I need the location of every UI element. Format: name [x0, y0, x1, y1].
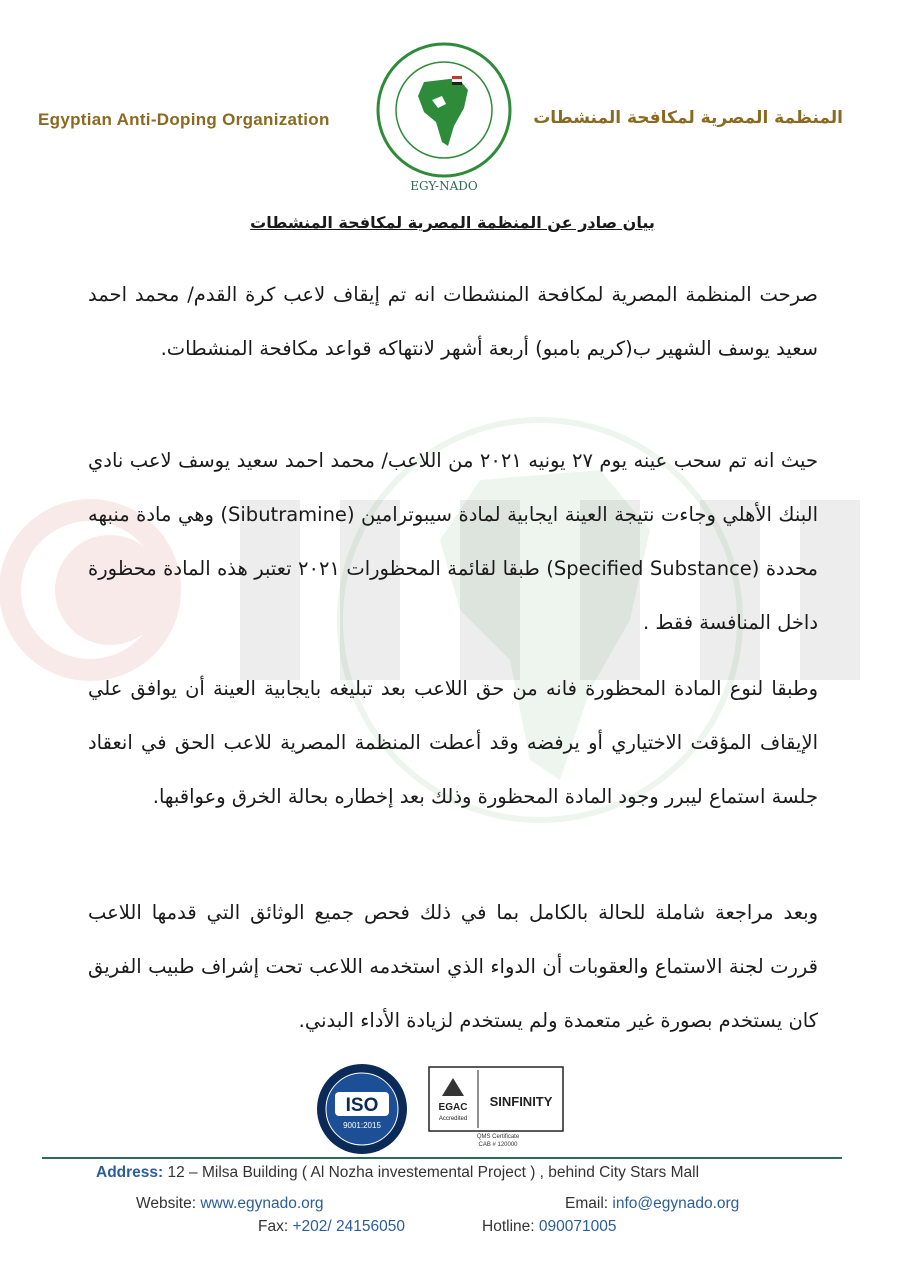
iso-label: ISO — [345, 1095, 379, 1116]
footer-divider — [42, 1157, 842, 1159]
paragraph-3: وطبقا لنوع المادة المحظورة فانه من حق اللاعب بعد تبليغه بايجابية العينة أن يوافق علي الإيقاف المؤقت الاختياري أو يرفضه وقد أعطت المنظمة المصرية للاعب الحق في انعقاد جلسة استماع ليبرر وجود المادة المحظورة وذلك بعد إخطاره بحالة الخرق وعواقبها. — [88, 677, 818, 808]
footer-email: Email: info@egynado.org — [565, 1195, 740, 1212]
iso-number: 9001:2015 — [343, 1121, 381, 1130]
logo-text: EGY-NADO — [410, 179, 478, 193]
egac-sub: Accredited — [438, 1116, 468, 1122]
iso-certification-badge — [315, 1062, 409, 1156]
footer-hotline: Hotline: 090071005 — [482, 1218, 617, 1235]
sinfinity-label: SINFINITY — [489, 1094, 553, 1109]
paragraph-2: حيث انه تم سحب عينه يوم ٢٧ يونيه ٢٠٢١ من اللاعب/ محمد احمد سعيد يوسف لاعب نادي البنك الأهلي وجاءت نتيجة العينة ايجابية لمادة سيبوترامين (Sibutramine) وهي مادة منبهه محددة (Specified Substance) طبقا لقائمة المحظورات ٢٠٢١ تعتبر هذه المادة محظورة داخل المنافسة فقط . — [88, 449, 819, 634]
website-link[interactable]: www.egynado.org — [200, 1195, 324, 1212]
statement-title: بيان صادر عن المنظمة المصرية لمكافحة المنشطات — [250, 213, 655, 232]
qms-note: QMS Certificate CAB # 120000 — [476, 1134, 520, 1148]
footer-address: Address: 12 – Milsa Building ( Al Nozha investemental Project ) , behind City Stars Mall — [96, 1164, 700, 1181]
egac-label: EGAC — [438, 1102, 468, 1113]
paragraph-1: صرحت المنظمة المصرية لمكافحة المنشطات انه تم إيقاف لاعب كرة القدم/ محمد احمد سعيد يوسف الشهير ب(كريم بامبو) أربعة أشهر لانتهاكه قواعد مكافحة المنشطات. — [88, 283, 818, 360]
org-name-arabic: المنظمة المصرية لمكافحة المنشطات — [533, 108, 843, 128]
footer-website: Website: www.egynado.org — [136, 1195, 324, 1212]
paragraph-4: وبعد مراجعة شاملة للحالة بالكامل بما في ذلك فحص جميع الوثائق التي قدمها اللاعب قررت لجنة الاستماع والعقوبات أن الدواء الذي استخدمه اللاعب تحت إشراف طبيب الفريق كان يستخدم بصورة غير متعمدة ولم يستخدم لزيادة الأداء البدني. — [88, 901, 818, 1032]
egy-nado-logo — [372, 38, 516, 198]
org-name-english: Egyptian Anti-Doping Organization — [38, 110, 330, 129]
footer-fax: Fax: +202/ 24156050 — [258, 1218, 405, 1235]
email-link[interactable]: info@egynado.org — [612, 1195, 740, 1212]
